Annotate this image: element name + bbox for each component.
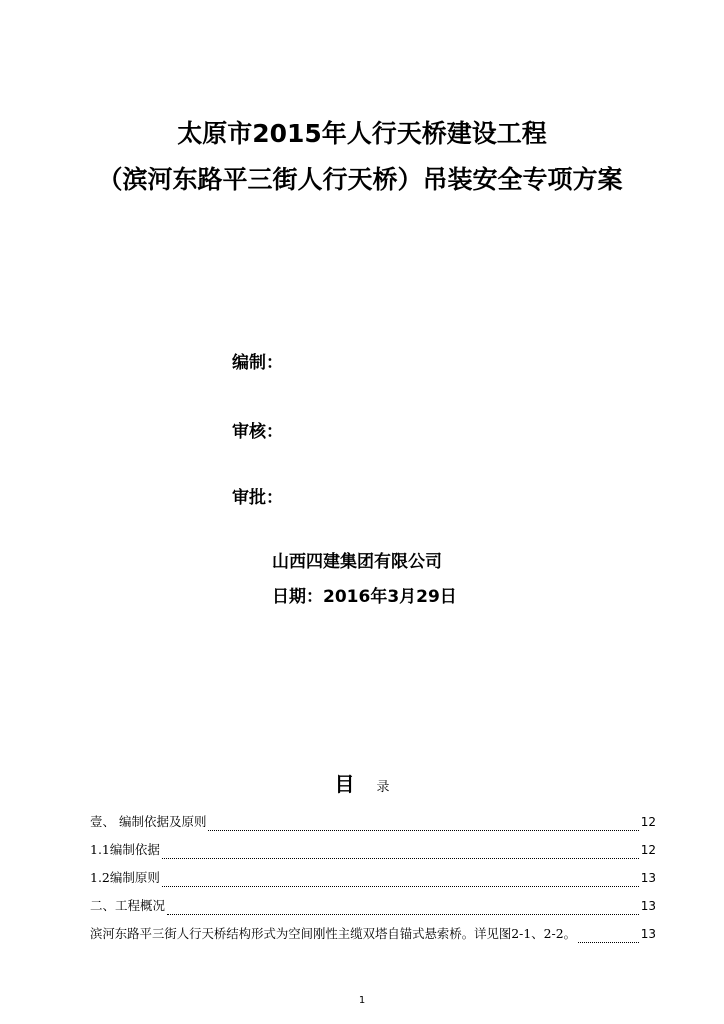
toc-entry[interactable] — [90, 840, 656, 868]
toc-entry-page: 12 — [640, 815, 656, 829]
page-number: 1 — [358, 995, 366, 1006]
toc-heading-secondary: 录 — [376, 780, 390, 795]
toc-heading — [0, 768, 724, 797]
toc-entry[interactable] — [90, 868, 656, 896]
toc-leader-dots — [578, 941, 639, 943]
prepared-by-label: 编制： — [232, 353, 283, 373]
approved-by-label: 审批： — [232, 488, 283, 508]
toc-entry-label: 壹、 编制依据及原则 — [90, 814, 207, 829]
toc-entry-label: 二、工程概况 — [90, 898, 166, 913]
table-of-contents — [90, 812, 656, 952]
toc-entry[interactable] — [90, 812, 656, 840]
document-title-line2: （滨河东路平三街人行天桥）吊装安全专项方案 — [97, 165, 623, 194]
toc-leader-dots — [162, 857, 639, 859]
document-title-line1: 太原市2015年人行天桥建设工程 — [177, 119, 547, 148]
company-name: 山西四建集团有限公司 — [272, 552, 442, 572]
document-date: 日期：2016年3月29日 — [272, 587, 457, 607]
toc-entry-label: 1.1编制依据 — [90, 842, 160, 857]
toc-leader-dots — [167, 913, 639, 915]
toc-entry-label: 滨河东路平三街人行天桥结构形式为空间刚性主缆双塔自锚式悬索桥。详见图2-1、2-2。 — [90, 926, 576, 941]
toc-leader-dots — [208, 829, 638, 831]
toc-leader-dots — [162, 885, 639, 887]
toc-entry-page: 13 — [640, 927, 656, 941]
toc-heading-main: 目 — [334, 772, 355, 796]
reviewed-by-label: 审核： — [232, 422, 283, 442]
toc-entry-page: 13 — [640, 899, 656, 913]
toc-entry-page: 12 — [640, 843, 656, 857]
toc-entry[interactable] — [90, 896, 656, 924]
toc-entry-page: 13 — [640, 871, 656, 885]
toc-entry-label: 1.2编制原则 — [90, 870, 160, 885]
toc-entry[interactable] — [90, 924, 656, 952]
